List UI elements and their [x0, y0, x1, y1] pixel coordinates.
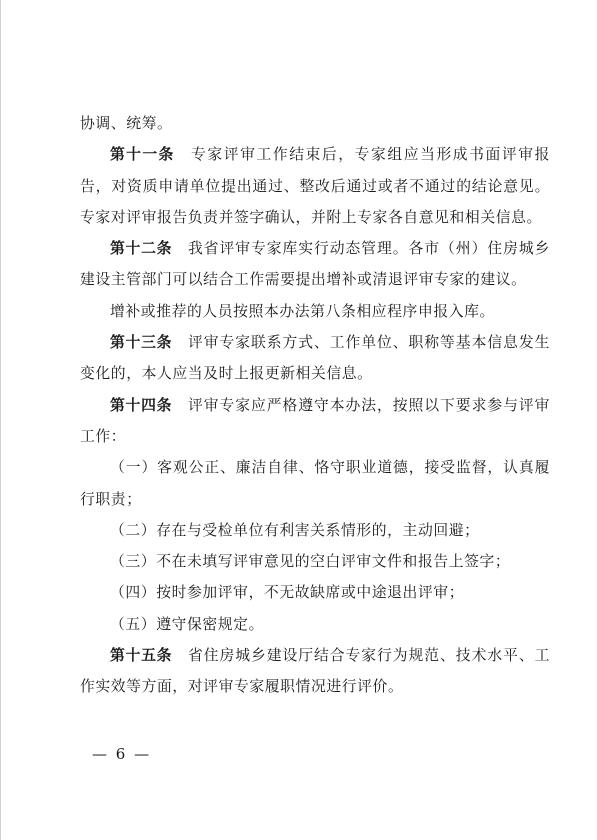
article-heading: 第十五条	[110, 647, 173, 665]
page-number: — 6 —	[92, 745, 152, 763]
list-item-5	[80, 609, 550, 640]
article-separator	[172, 240, 188, 257]
paragraph-text: 增补或推荐的人员按照本办法第八条相应程序申报入库。	[110, 302, 495, 320]
article-separator	[172, 334, 188, 351]
paragraph-article-11	[80, 139, 550, 233]
paragraph-text: 协调、统筹。	[80, 115, 173, 132]
paragraph-text: （一）客观公正、廉洁自律、恪守职业道德，接受监督，认真履行职责；	[80, 459, 550, 508]
article-heading: 第十三条	[110, 334, 173, 352]
article-separator	[172, 397, 188, 414]
list-item-4	[80, 577, 550, 608]
paragraph-text: （四）按时参加评审，不无故缺席或中途退出评审；	[110, 584, 465, 602]
paragraph-text: （二）存在与受检单位有利害关系情形的，主动回避；	[110, 521, 480, 539]
paragraph-text: （三）不在未填写评审意见的空白评审文件和报告上签字；	[110, 553, 511, 571]
paragraph-text: 省住房城乡建设厅结合专家行为规范、技术水平、工作实效等方面，对评审专家履职情况进行评价。	[80, 647, 550, 696]
paragraph-text: 评审专家应严格遵守本办法，按照以下要求参与评审工作：	[80, 396, 550, 445]
paragraph-article-13	[80, 327, 550, 390]
page-edge	[0, 0, 1, 840]
document-body	[80, 108, 550, 703]
paragraph-3	[80, 296, 550, 327]
paragraph-article-15	[80, 640, 550, 703]
article-heading: 第十二条	[110, 240, 173, 258]
article-heading: 第十一条	[110, 146, 175, 164]
paragraph-0	[80, 108, 550, 139]
paragraph-article-12	[80, 233, 550, 296]
paragraph-text: 评审专家联系方式、工作单位、职称等基本信息发生变化的，本人应当及时上报更新相关信息。	[80, 334, 550, 383]
paragraph-article-14	[80, 390, 550, 453]
paragraph-text: 专家评审工作结束后，专家组应当形成书面评审报告，对资质申请单位提出通过、整改后通过或者不通过的结论意见。专家对评审报告负责并签字确认，并附上专家各自意见和相关信息。	[80, 146, 551, 226]
article-separator	[175, 146, 191, 163]
list-item-2	[80, 515, 550, 546]
list-item-1	[80, 452, 550, 515]
paragraph-text: （五）遵守保密规定。	[110, 615, 264, 633]
list-item-3	[80, 546, 550, 577]
article-separator	[172, 647, 188, 664]
paragraph-text: 我省评审专家库实行动态管理。各市（州）住房城乡建设主管部门可以结合工作需要提出增补或清退评审专家的建议。	[80, 240, 550, 289]
article-heading: 第十四条	[110, 396, 173, 414]
